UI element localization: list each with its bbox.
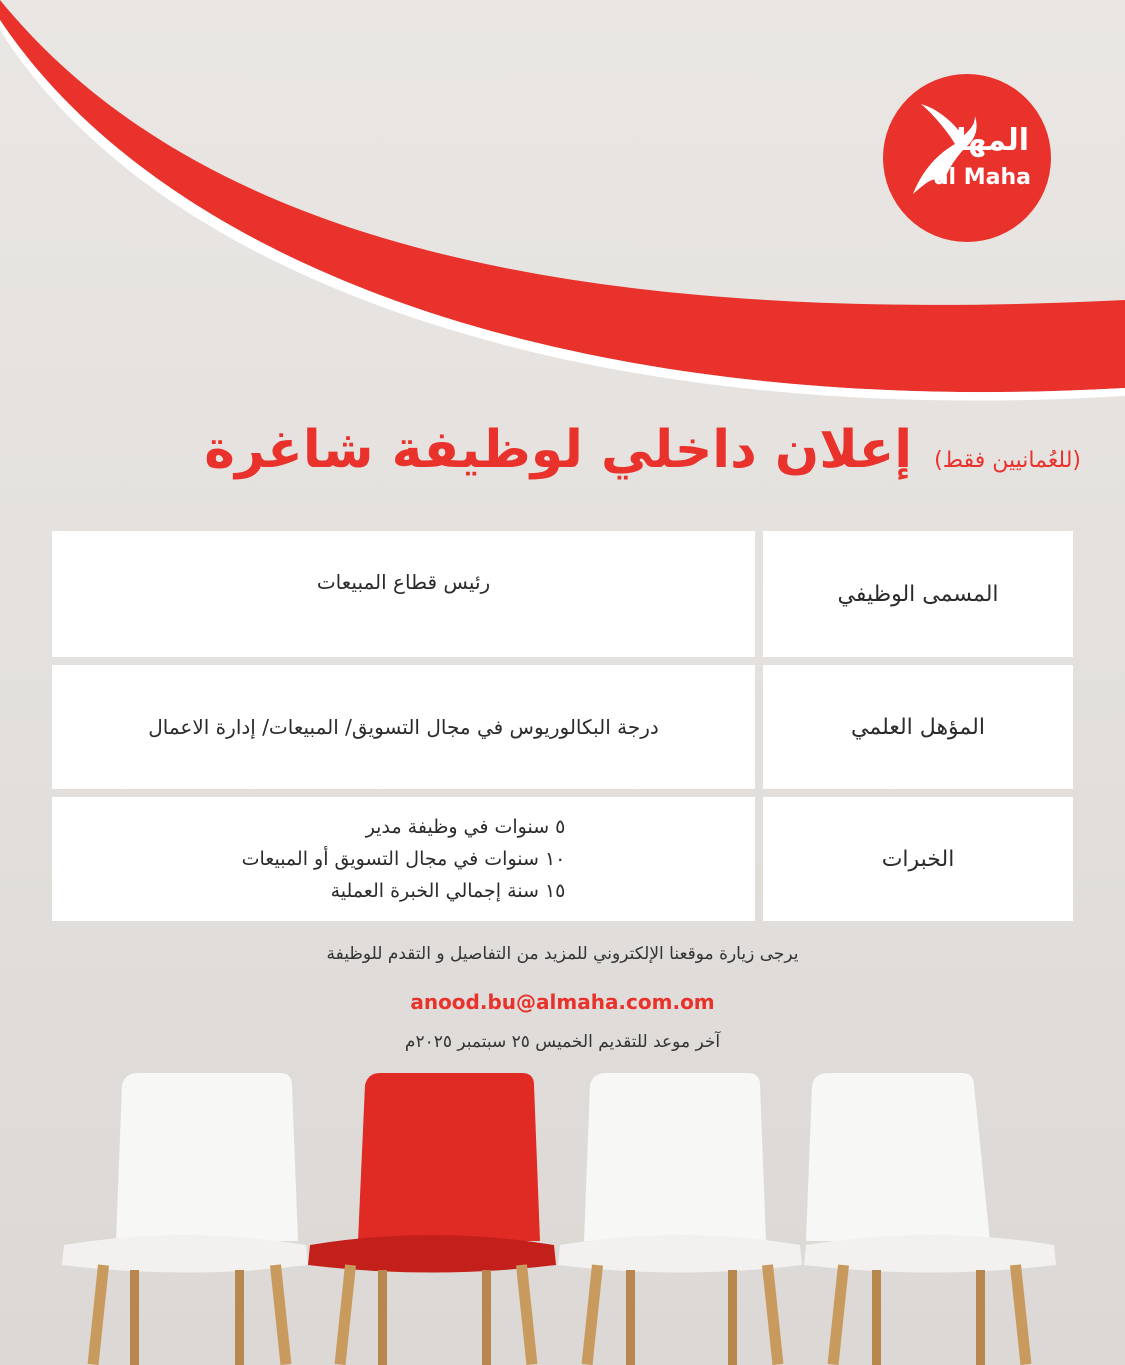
- job-title-value: [52, 531, 755, 657]
- experience-item: ١٠ سنوات في مجال التسويق أو المبيعات: [241, 848, 566, 870]
- job-title-text: رئيس قطاع المبيعات: [316, 570, 491, 594]
- white-chair: [62, 1073, 308, 1365]
- job-title-label: المسمى الوظيفي: [763, 531, 1073, 657]
- qualification-label: المؤهل العلمي: [763, 665, 1073, 789]
- experience-item: ٥ سنوات في وظيفة مدير: [365, 816, 566, 838]
- red-chair: [308, 1073, 556, 1365]
- page-subtitle: (للعُمانيين فقط): [934, 448, 1081, 473]
- contact-email-link[interactable]: anood.bu@almaha.com.om: [410, 990, 715, 1014]
- headline: [204, 420, 1081, 510]
- table-row: [52, 797, 1073, 921]
- page-title: إعلان داخلي لوظيفة شاغرة: [204, 420, 913, 480]
- job-details-table: [52, 531, 1073, 921]
- experience-list: [242, 816, 566, 902]
- gazelle-icon: [883, 74, 1051, 242]
- chairs-illustration: [0, 1065, 1125, 1365]
- al-maha-logo: [883, 74, 1051, 242]
- experience-item: ١٥ سنة إجمالي الخبرة العملية: [330, 880, 566, 902]
- table-row: [52, 665, 1073, 789]
- logo-arabic-text: المها: [956, 123, 1029, 158]
- visit-note: يرجى زيارة موقعنا الإلكتروني للمزيد من التفاصيل و التقدم للوظيفة: [326, 944, 799, 964]
- table-row: [52, 531, 1073, 657]
- white-chair: [558, 1073, 802, 1365]
- white-chair: [804, 1073, 1056, 1365]
- logo-english-text: al Maha: [933, 165, 1031, 190]
- experience-label: الخبرات: [763, 797, 1073, 921]
- qualification-value: درجة البكالوريوس في مجال التسويق/ المبيعات/ إدارة الاعمال: [52, 665, 755, 789]
- deadline-note: آخر موعد للتقديم الخميس ٢٥ سبتمبر ٢٠٢٥م: [404, 1032, 721, 1052]
- experience-value: [52, 797, 755, 921]
